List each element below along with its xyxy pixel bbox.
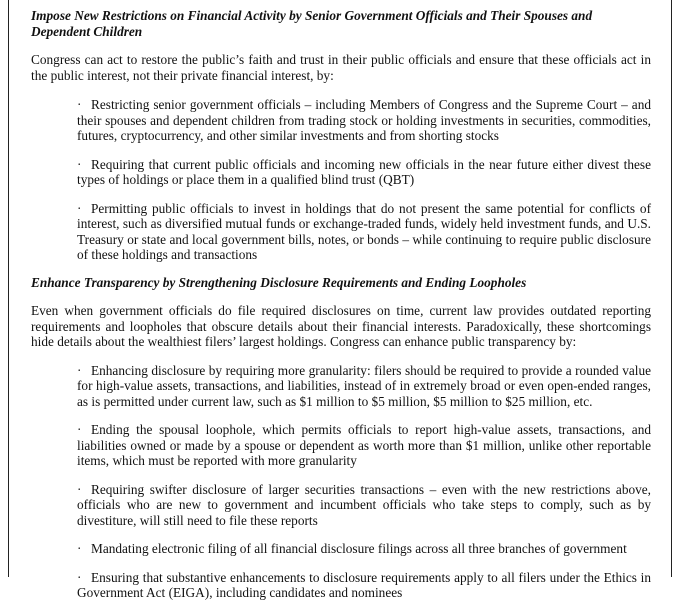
bullet-glyph: · [77, 156, 82, 172]
bullet-text: Enhancing disclosure by requiring more granularity: filers should be required to provide a rounded value for high-value assets, transactions, and liabilities, instead of in extremely broad or even open-ended ranges, as is permitted under current law, such as $1 million to $5 million, $5 million to $25 million, etc. [77, 362, 651, 409]
bullet-glyph: · [77, 569, 82, 585]
section1-intro: Congress can act to restore the public’s faith and trust in their public officials and ensure that these officials act in the public interest, not their private financial interest, by: [31, 52, 651, 83]
bullet-glyph: · [77, 541, 82, 556]
section1-bullet-1 [31, 97, 651, 144]
bullet-glyph: · [77, 362, 82, 378]
section2-bullet-3 [31, 482, 651, 529]
section1-heading: Impose New Restrictions on Financial Activity by Senior Government Officials and Their Spouses and Dependent Children [31, 8, 593, 39]
bullet-glyph: · [77, 200, 82, 216]
bullet-glyph: · [77, 481, 82, 497]
section2-bullet-5 [31, 570, 651, 601]
bullet-text: Restricting senior government officials – including Members of Congress and the Supreme Court – and their spouses and dependent children from trading stock or holding investments in securities, commodities, futures, cryptocurrency, and other similar investments and from shorting stocks [77, 97, 651, 143]
document-page [8, 0, 672, 600]
section2-heading: Enhance Transparency by Strengthening Disclosure Requirements and Ending Loopholes [31, 274, 527, 290]
bullet-text: Ensuring that substantive enhancements to disclosure requirements apply to all filers under the Ethics in Government Act (EIGA), including candidates and nominees [77, 569, 651, 600]
document-content [31, 8, 651, 601]
bullet-text: Requiring swifter disclosure of larger securities transactions – even with the new restrictions above, officials who are new to government and incumbent officials who take steps to comply, such as by divestiture, will still need to file these reports [77, 481, 651, 528]
bullet-text: Permitting public officials to invest in holdings that do not present the same potential for conflicts of interest, such as diversified mutual funds or exchange-traded funds, widely held investment funds, and U.S. Treasury or state and local government bills, notes, or bonds – while continuing to require public disclosure of these holdings and transactions [77, 200, 651, 262]
section1-bullet-3 [31, 201, 651, 263]
section1-bullet-2 [31, 157, 651, 188]
bullet-text: Mandating electronic filing of all financial disclosure filings across all three branches of government [91, 541, 627, 556]
section2-bullet-4 [31, 541, 651, 557]
bullet-text: Ending the spousal loophole, which permits officials to report high-value assets, transactions, and liabilities owned or made by a spouse or dependent as worth more than $1 million, unlike other reportable items, which must be reported with more granularity [77, 422, 651, 468]
bullet-glyph: · [77, 97, 82, 112]
section2-intro: Even when government officials do file required disclosures on time, current law provides outdated reporting requirements and loopholes that obscure details about their financial interests. Paradoxically, these shortcomings hide details about the wealthiest filers’ largest holdings. Congress can enhance public transparency by: [31, 303, 651, 349]
bullet-glyph: · [77, 422, 82, 437]
section2-bullet-2 [31, 422, 651, 469]
bullet-text: Requiring that current public officials and incoming new officials in the near future either divest these types of holdings or place them in a qualified blind trust (QBT) [77, 156, 651, 187]
section2-bullet-1 [31, 363, 651, 410]
